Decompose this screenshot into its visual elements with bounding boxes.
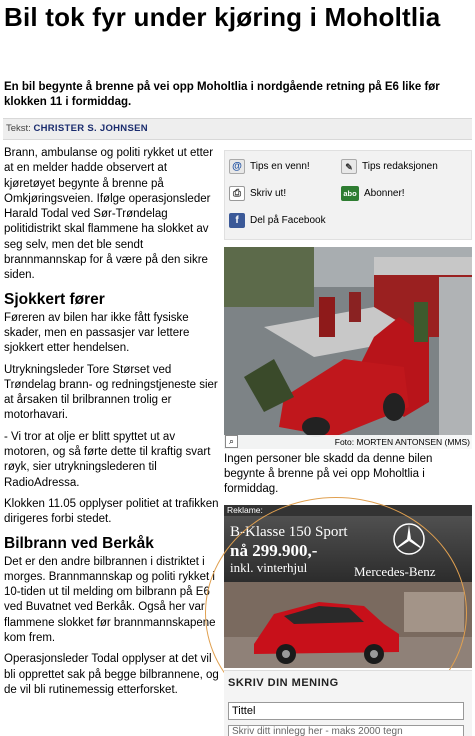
article-subheading: Sjokkert fører [4, 290, 105, 308]
comment-text-area[interactable]: Skriv ditt innlegg her - maks 2000 tegn [228, 725, 464, 736]
mail-at-icon: @ [229, 159, 245, 174]
print-label: Skriv ut! [250, 187, 287, 199]
article-subheading: Bilbrann ved Berkåk [4, 534, 154, 552]
article-paragraph: Føreren av bilen har ikke fått fysiske skader, men en passasjer var lettere sjokkert etter hendelsen. [4, 311, 190, 355]
ad-model-text: B-Klasse 150 Sport [230, 524, 348, 540]
tips-editor-label: Tips redaksjonen [362, 160, 438, 172]
ad-brand: Mercedes-Benz [354, 564, 436, 579]
article-paragraph: Utrykningsleder Tore Størset ved Trøndelag brann- og redningstjeneste sier at årsaken til brilbrannen trolig er motorhavari. [4, 363, 218, 422]
article-paragraph: Operasjonsleder Todal opplyser at det vil bli opprettet sak på begge bilbrannene, og de vil bli rutinemessig etterforsket. [4, 653, 219, 696]
newspaper-icon: ✎ [341, 159, 357, 174]
tips-friend-label: Tips en venn! [250, 160, 310, 172]
byline [3, 118, 472, 140]
comment-title-input[interactable] [228, 702, 464, 720]
tips-editor-link[interactable] [341, 159, 438, 174]
photo-credit: Foto: MORTEN ANTONSEN (MMS) [224, 435, 472, 449]
article-body [4, 146, 220, 704]
subscribe-link[interactable] [341, 186, 405, 201]
byline-author[interactable]: CHRISTER S. JOHNSEN [33, 123, 148, 134]
burning-car-photo [224, 247, 472, 449]
byline-prefix: Tekst: [6, 123, 31, 134]
article-tools [224, 150, 472, 240]
article-paragraph: - Vi tror at olje er blitt spyttet ut av motoren, og så førte dette til kraftig svart røyk, sier utrykningslederen til RadioAdressa. [4, 430, 211, 489]
article-lead: En bil begynte å brenne på vei opp Moholtlia i nordgående retning på E6 like før klokken 11 i formiddag. [4, 81, 440, 108]
article-paragraph: Klokken 11.05 opplyser politiet at trafikken dirigeres forbi stedet. [4, 497, 219, 526]
photo-caption: Ingen personer ble skadd da denne bilen begynte å brenne på vei opp Moholtlia i formiddag. [224, 453, 433, 495]
facebook-share-link[interactable] [229, 213, 326, 228]
tips-friend-link[interactable] [229, 159, 310, 174]
comment-form [224, 670, 472, 736]
article-paragraph: Brann, ambulanse og politi rykket ut etter at en melder hadde observert at kjøretøyet begynte å brenne på Omkjøringsveien. Ifølge operasjonsleder Harald Todal ved Sør-Trøndelag politidistrikt skal flammene ha slokket av seg selv, men det ble sendt brannmannskap for å være på den sikre siden. [4, 147, 214, 282]
abo-icon: abo [341, 186, 359, 201]
ad-extra-text: inkl. vinterhjul [230, 560, 308, 575]
advertisement-banner[interactable] [224, 516, 472, 668]
facebook-label: Del på Facebook [250, 214, 326, 226]
red-car-illustration [224, 582, 472, 668]
mercedes-star-icon [392, 522, 426, 556]
print-icon: ⎙ [229, 186, 245, 201]
article-photo[interactable] [224, 247, 472, 449]
article-headline: Bil tok fyr under kjøring i Moholtlia [4, 2, 441, 32]
subscribe-label: Abonner! [364, 187, 405, 199]
comment-form-title: SKRIV DIN MENING [228, 677, 339, 689]
print-link[interactable] [229, 186, 286, 201]
facebook-icon: f [229, 213, 245, 228]
zoom-icon[interactable]: ⌕ [225, 435, 238, 448]
article-paragraph: Det er den andre bilbrannen i distriktet i morges. Brannmannskap og politi rykket i 10-tiden ut til melding om bilbrann på E6 ved Buvatnet ved Berkåk. Også her var flammene slokket før brannmannskapene kom frem. [4, 555, 216, 645]
ad-car-image [224, 582, 472, 668]
ad-label: Reklame: [224, 505, 472, 516]
ad-price-text: nå 299.900,- [230, 541, 318, 560]
